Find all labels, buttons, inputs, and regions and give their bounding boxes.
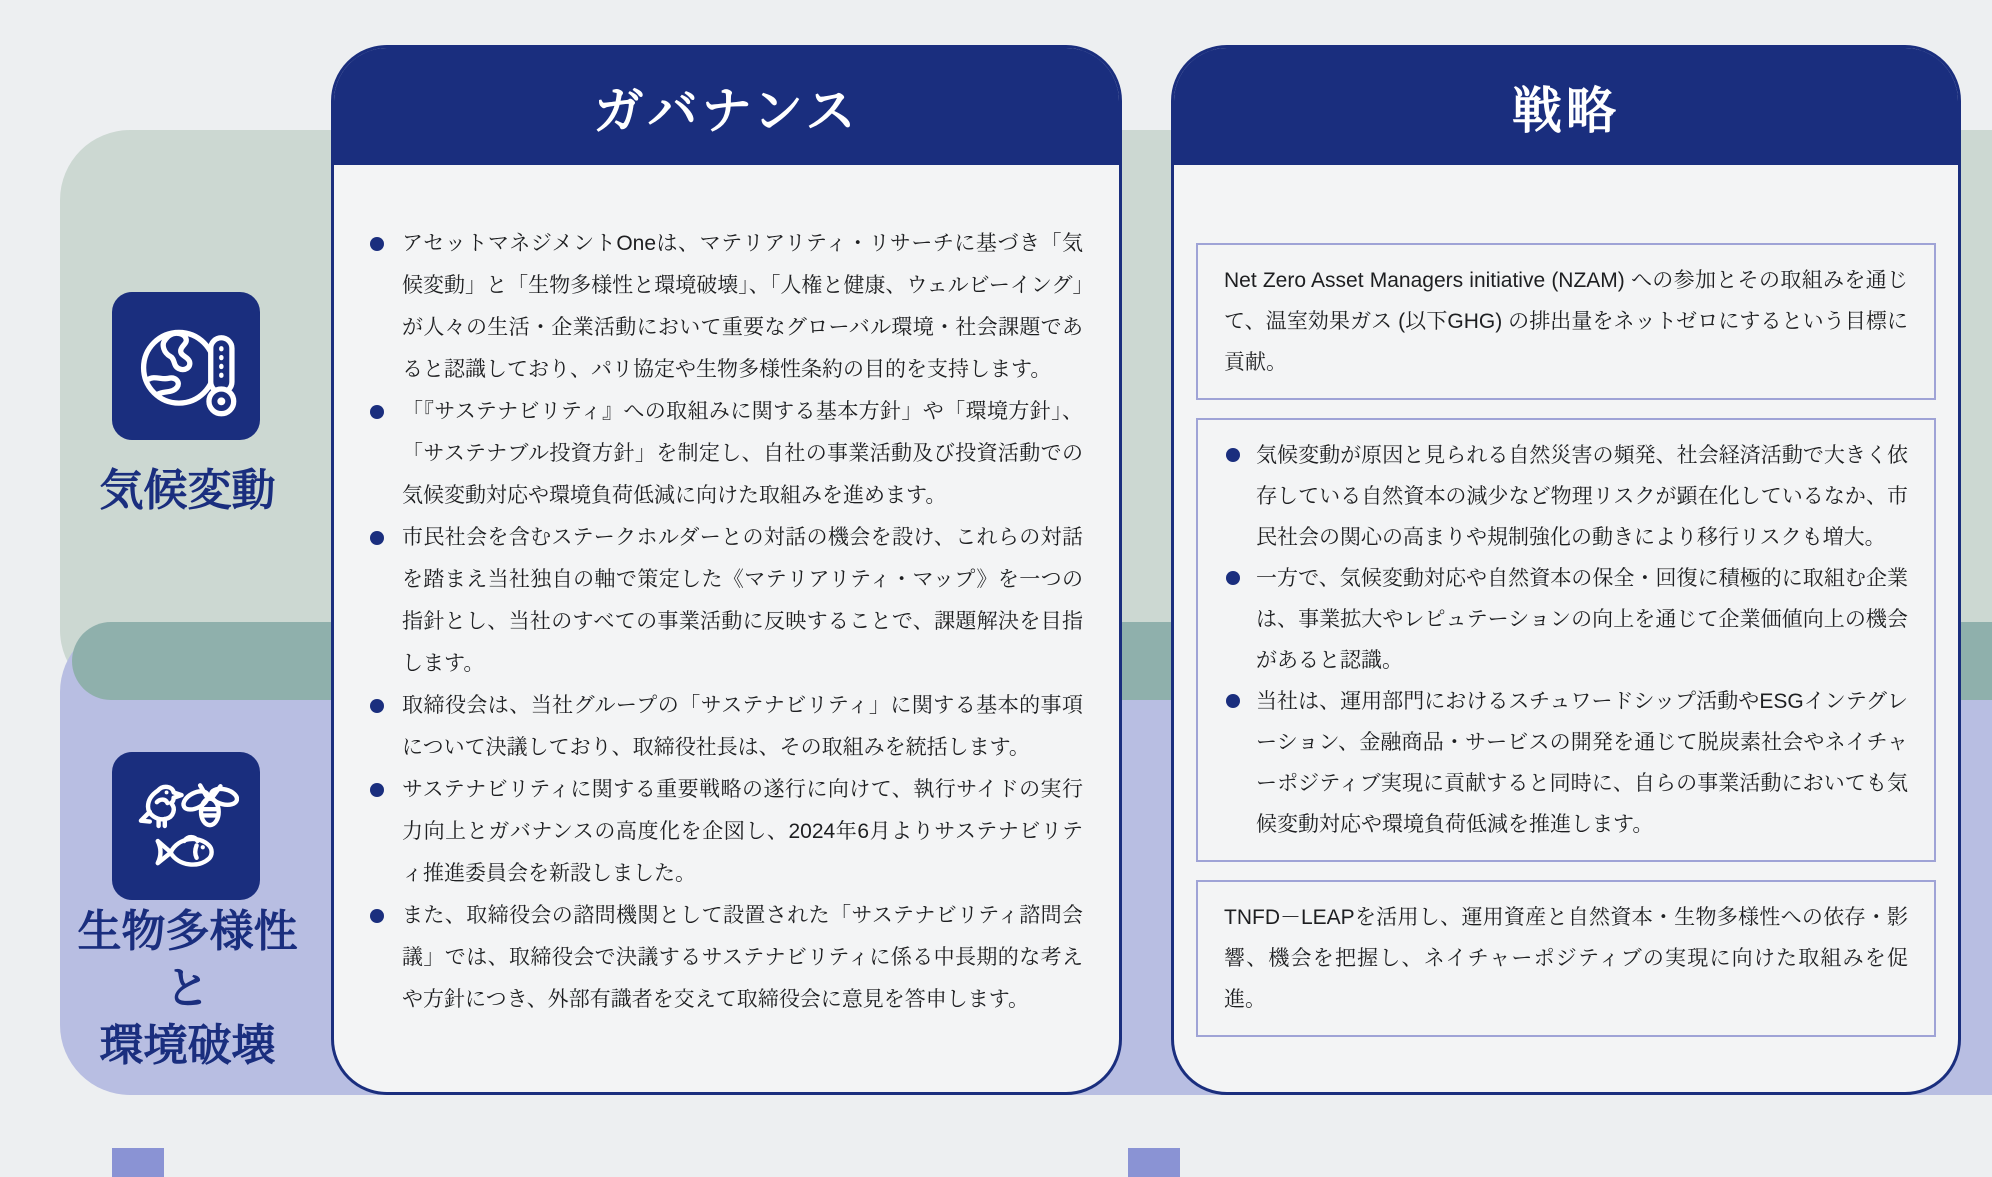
governance-card (331, 45, 1122, 1095)
governance-bullet-1: アセットマネジメントOneは、マテリアリティ・リサーチに基づき「気候変動」と「生物多様性と環境破壊」、「人権と健康、ウェルビーイング」が人々の生活・企業活動において重要なグローバル環境・社会課題であると認識しており、パリ協定や生物多様性条約の目的を支持します。 (368, 223, 1083, 391)
bullet-dot-icon (1226, 571, 1240, 585)
bullet-dot-icon (370, 237, 384, 251)
climate-row-label (35, 462, 340, 519)
strategy-card (1171, 45, 1961, 1095)
biodiversity-icon-tile (112, 752, 260, 900)
biodiversity-row-label-line2: と (165, 964, 210, 1013)
bullet-dot-icon (370, 531, 384, 545)
bullet-dot-icon (370, 405, 384, 419)
biodiversity-row-label-line3: 環境破壊 (99, 1021, 276, 1070)
governance-bullet-5: サステナビリティに関する重要戦略の遂行に向けて、執行サイドの実行力向上とガバナンスの高度化を企図し、2024年6月よりサステナビリティ推進委員会を新設しました。 (368, 769, 1083, 895)
bullet-dot-icon (1226, 694, 1240, 708)
bullet-dot-icon (370, 699, 384, 713)
governance-card-header (334, 48, 1119, 165)
strategy-tnfd-text: TNFD－LEAPを活用し、運用資産と自然資本・生物多様性への依存・影響、機会を把握し、ネイチャーポジティブの実現に向けた取組みを促進。 (1224, 906, 1908, 1011)
biodiversity-row-label (35, 903, 340, 1074)
strategy-bullet-list (1224, 435, 1908, 845)
governance-bullet-6: また、取締役会の諮問機関として設置された「サステナビリティ諮問会議」では、取締役会で決議するサステナビリティに係る中長期的な考えや方針につき、外部有識者を交えて取締役会に意見を答申します。 (368, 895, 1083, 1021)
strategy-card-header (1174, 48, 1958, 165)
climate-icon-tile (112, 292, 260, 440)
bullet-dot-icon (1226, 448, 1240, 462)
globe-thermometer-icon (133, 313, 239, 419)
bullet-dot-icon (370, 783, 384, 797)
continuation-tab-right (1128, 1148, 1180, 1177)
bullet-dot-icon (370, 909, 384, 923)
governance-title: ガバナンス (593, 82, 860, 139)
governance-bullet-3: 市民社会を含むステークホルダーとの対話の機会を設け、これらの対話を踏まえ当社独自の軸で策定した《マテリアリティ・マップ》を一つの指針とし、当社のすべての事業活動に反映することで、課題解決を目指します。 (368, 517, 1083, 685)
strategy-risk-opportunity-box (1196, 418, 1936, 862)
bird-bee-fish-icon (133, 773, 239, 879)
strategy-bullet-1: 気候変動が原因と見られる自然災害の頻発、社会経済活動で大きく依存している自然資本の減少など物理リスクが顕在化しているなか、市民社会の関心の高まりや規制強化の動きにより移行リスクも増大。 (1224, 435, 1908, 558)
strategy-tnfd-box (1196, 880, 1936, 1037)
biodiversity-row-label-line1: 生物多様性 (77, 907, 298, 956)
governance-bullet-list (368, 223, 1083, 1021)
strategy-bullet-3: 当社は、運用部門におけるスチュワードシップ活動やESGインテグレーション、金融商品・サービスの開発を通じて脱炭素社会やネイチャーポジティブ実現に貢献すると同時に、自らの事業活動においても気候変動対応や環境負荷低減を推進します。 (1224, 681, 1908, 845)
continuation-tab-left (112, 1148, 164, 1177)
governance-bullet-2: 「『サステナビリティ』への取組みに関する基本方針」や「環境方針」、「サステナブル投資方針」を制定し、自社の事業活動及び投資活動での気候変動対応や環境負荷低減に向けた取組みを進めます。 (368, 391, 1083, 517)
climate-row-label-text: 気候変動 (99, 466, 276, 515)
governance-bullet-4: 取締役会は、当社グループの「サステナビリティ」に関する基本的事項について決議しており、取締役社長は、その取組みを統括します。 (368, 685, 1083, 769)
strategy-nzam-box (1196, 243, 1936, 400)
strategy-bullet-2: 一方で、気候変動対応や自然資本の保全・回復に積極的に取組む企業は、事業拡大やレピュテーションの向上を通じて企業価値向上の機会があると認識。 (1224, 558, 1908, 681)
governance-card-body (334, 165, 1119, 1021)
strategy-nzam-text: Net Zero Asset Managers initiative (NZAM) への参加とその取組みを通じて、温室効果ガス (以下GHG) の排出量をネットゼロにするという目標に貢献。 (1224, 269, 1908, 374)
strategy-card-body (1174, 165, 1958, 1037)
strategy-title: 戦略 (1512, 82, 1620, 139)
